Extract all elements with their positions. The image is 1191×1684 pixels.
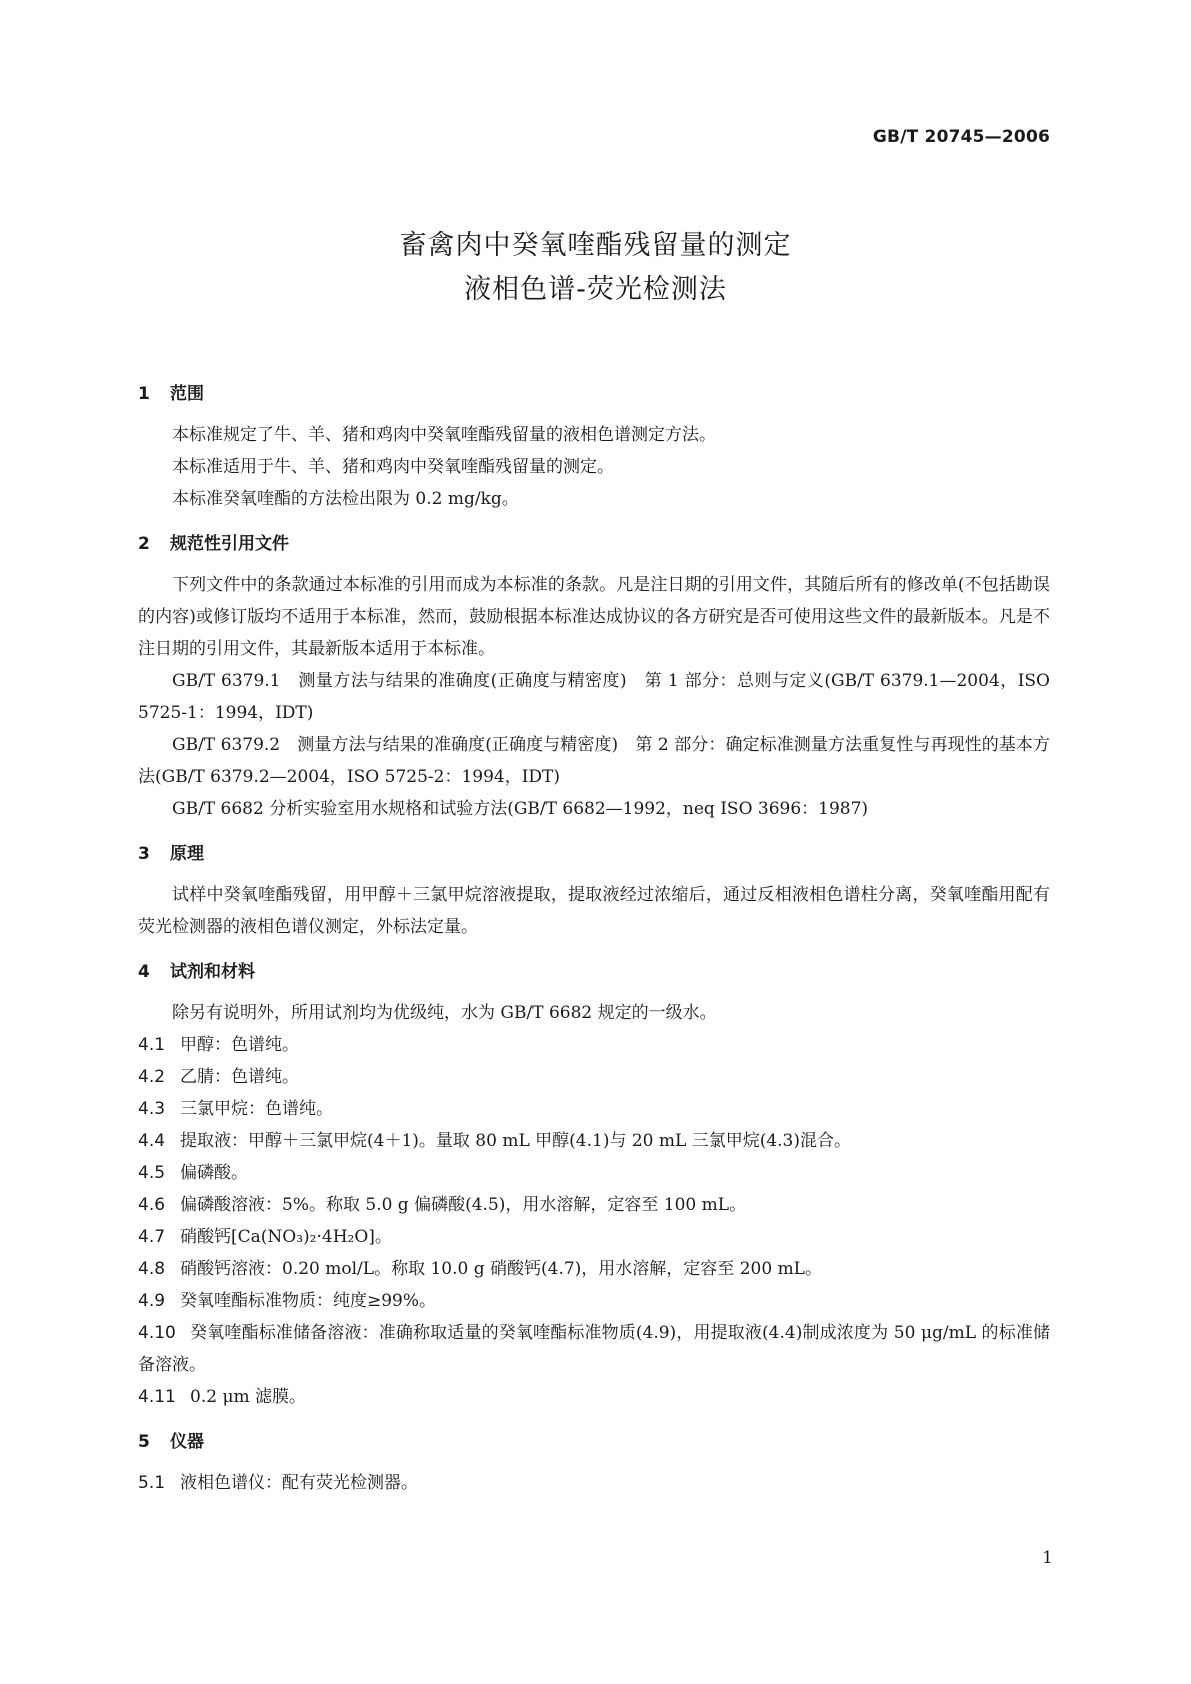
section-number: 2: [138, 534, 150, 554]
title-line-1: 畜禽肉中癸氧喹酯残留量的测定: [399, 230, 792, 261]
paragraph: 本标准癸氧喹酯的方法检出限为 0.2 mg/kg。: [172, 489, 519, 509]
section-heading-normative-references: [138, 529, 1050, 559]
item-number: 4.9: [138, 1291, 166, 1311]
section-number: 1: [138, 384, 150, 404]
item-text: 偏磷酸溶液：5%。称取 5.0 g 偏磷酸(4.5)，用水溶解，定容至 100 mL。: [180, 1195, 747, 1215]
item-number: 4.10: [138, 1323, 176, 1343]
title-line-2: 液相色谱-荧光检测法: [464, 274, 727, 305]
section-heading-principle: [138, 839, 1050, 869]
item-text: 硝酸钙[Ca(NO₃)₂·4H₂O]。: [180, 1227, 392, 1247]
reference-entry: GB/T 6379.2 测量方法与结果的准确度(正确度与精密度) 第 2 部分：确定标准测量方法重复性与再现性的基本方法(GB/T 6379.2—2004，ISO 5725-2：1994，IDT): [138, 735, 1050, 787]
item-number: 4.1: [138, 1035, 166, 1055]
item-text: 甲醇：色谱纯。: [180, 1035, 299, 1055]
item-text: 硝酸钙溶液：0.20 mol/L。称取 10.0 g 硝酸钙(4.7)，用水溶解，定容至 200 mL。: [180, 1259, 822, 1279]
list-item: [138, 1221, 1050, 1253]
item-text: 癸氧喹酯标准储备溶液：准确称取适量的癸氧喹酯标准物质(4.9)，用提取液(4.4)制成浓度为 50 μg/mL 的标准储备溶液。: [138, 1323, 1050, 1375]
list-item: [138, 1381, 1050, 1413]
list-item: [138, 1467, 1050, 1499]
reference-entry: GB/T 6379.1 测量方法与结果的准确度(正确度与精密度) 第 1 部分：总则与定义(GB/T 6379.1—2004，ISO 5725-1：1994，IDT): [138, 671, 1050, 723]
section-number: 3: [138, 844, 150, 864]
item-text: 癸氧喹酯标准物质：纯度≥99%。: [180, 1291, 437, 1311]
item-number: 5.1: [138, 1473, 166, 1493]
section-number: 4: [138, 962, 150, 982]
section-title: 仪器: [170, 1432, 204, 1452]
item-text: 0.2 μm 滤膜。: [190, 1387, 307, 1407]
paragraph: 除另有说明外，所用试剂均为优级纯，水为 GB/T 6682 规定的一级水。: [172, 1003, 717, 1023]
item-text: 乙腈：色谱纯。: [180, 1067, 299, 1087]
item-text: 液相色谱仪：配有荧光检测器。: [180, 1473, 418, 1493]
item-number: 4.2: [138, 1067, 166, 1087]
section-title: 原理: [170, 844, 204, 864]
paragraph: 本标准规定了牛、羊、猪和鸡肉中癸氧喹酯残留量的液相色谱测定方法。: [172, 425, 716, 445]
paragraph: 试样中癸氧喹酯残留，用甲醇＋三氯甲烷溶液提取，提取液经过浓缩后，通过反相液相色谱柱分离，癸氧喹酯用配有荧光检测器的液相色谱仪测定，外标法定量。: [138, 885, 1050, 937]
page-number: 1: [1042, 1548, 1053, 1568]
item-number: 4.8: [138, 1259, 166, 1279]
section-number: 5: [138, 1432, 150, 1452]
item-text: 三氯甲烷：色谱纯。: [180, 1099, 333, 1119]
item-text: 偏磷酸。: [180, 1163, 248, 1183]
section-heading-reagents: [138, 957, 1050, 987]
item-number: 4.3: [138, 1099, 166, 1119]
paragraph: 本标准适用于牛、羊、猪和鸡肉中癸氧喹酯残留量的测定。: [172, 457, 614, 477]
list-item: [138, 1253, 1050, 1285]
document-body: [138, 379, 1050, 1499]
item-number: 4.5: [138, 1163, 166, 1183]
item-number: 4.7: [138, 1227, 166, 1247]
section-heading-scope: [138, 379, 1050, 409]
list-item: [138, 1317, 1050, 1381]
item-text: 提取液：甲醇＋三氯甲烷(4＋1)。量取 80 mL 甲醇(4.1)与 20 mL 三氯甲烷(4.3)混合。: [180, 1131, 852, 1151]
list-item: [138, 1189, 1050, 1221]
reference-entry: GB/T 6682 分析实验室用水规格和试验方法(GB/T 6682—1992，neq ISO 3696：1987): [172, 799, 869, 819]
list-item: [138, 1093, 1050, 1125]
list-item: [138, 1125, 1050, 1157]
section-heading-apparatus: [138, 1427, 1050, 1457]
document-title: [0, 224, 1191, 312]
standard-number: GB/T 20745—2006: [872, 127, 1050, 147]
item-number: 4.4: [138, 1131, 166, 1151]
paragraph: 下列文件中的条款通过本标准的引用而成为本标准的条款。凡是注日期的引用文件，其随后所有的修改单(不包括勘误的内容)或修订版均不适用于本标准，然而，鼓励根据本标准达成协议的各方研究是否可使用这些文件的最新版本。凡是不注日期的引用文件，其最新版本适用于本标准。: [138, 575, 1050, 659]
list-item: [138, 1061, 1050, 1093]
section-title: 试剂和材料: [170, 962, 255, 982]
list-item: [138, 1157, 1050, 1189]
section-title: 范围: [170, 384, 204, 404]
list-item: [138, 1029, 1050, 1061]
item-number: 4.6: [138, 1195, 166, 1215]
item-number: 4.11: [138, 1387, 176, 1407]
section-title: 规范性引用文件: [170, 534, 289, 554]
list-item: [138, 1285, 1050, 1317]
